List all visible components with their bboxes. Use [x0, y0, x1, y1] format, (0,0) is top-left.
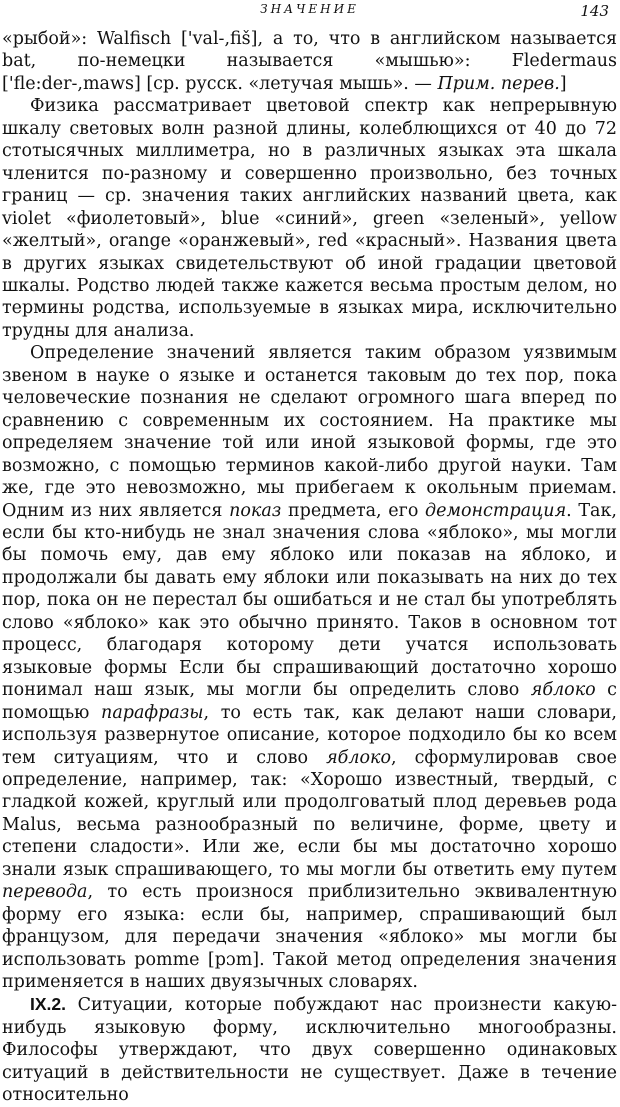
text-span: ]: [559, 73, 567, 94]
italic-span: демонстрация: [425, 500, 567, 521]
paragraph-color-spectrum: Физика рассматривает цветовой спектр как непрерывную шкалу световых волн разной длины, колеблющихся от 40 до 72 стотысячных миллиметра, но в различных языках эта шкала членится по-разному и совершенно произвольно, без точных границ — ср. значения таких английских названий цвета, как violet «фиолетовый», blue «синий», green «зеленый», yellow «желтый», orange «оранжевый», red «красный». Названия цвета в других языках свидетельствуют об иной градации цветовой шкалы. Родство людей также кажется весьма простым делом, но термины родства, используемые в языках мира, исключительно трудны для анализа.: [2, 96, 617, 341]
text-span: с помощью: [2, 680, 617, 723]
page-header: [2, 0, 617, 28]
italic-span: яблоко: [326, 747, 392, 768]
text-span: , то есть так, как делают наши словари, используя развернутое описание, которое подходило бы ко всем тем ситуациям, что и слово: [2, 702, 617, 768]
running-title: ЗНАЧЕНИЕ: [260, 2, 359, 16]
paragraph-definition-methods: [2, 342, 617, 993]
text-span: , сформулировав свое определение, например, так: «Хорошо известный, твердый, с гладкой кожей, круглый или продолговатый плод деревьев рода Malus, весьма разнообразный по величине, форме, цвету и степени сладости». Или же, если бы мы достаточно хорошо знали язык спрашивающего, то мы могли бы ответить ему путем: [2, 747, 617, 880]
text-span: «рыбой»: Walfisch ['val-,fiš], а то, что в английском называется bat, по-немецки называется «мышью»: Fledermaus ['fle:der-,maws] [ср. русск. «летучая мышь». —: [2, 29, 617, 94]
italic-span: перевода: [2, 882, 88, 903]
text-span: Ситуации, которые побуждают нас произнести какую-нибудь языковую форму, исключительно многообразны. Философы утверждают, что двух совершенно одинаковых ситуаций в действительности не существует. Даже в течение относительно: [2, 995, 617, 1106]
paragraph-section-ix-2: [2, 993, 617, 1106]
body-text: [2, 28, 617, 1107]
text-span: . Так, если бы кто-нибудь не знал значения слова «яблоко», мы могли бы помочь ему, дав ему яблоко или показав на яблоко, и продолжали бы давать ему яблоки или показывать на них до тех пор, пока он не перестал бы ошибаться и не стал бы употреблять слово «яблоко» как это обычно принято. Таков в основном тот процесс, благодаря которому дети учатся использовать языковые формы Если бы спрашивающий достаточно хорошо понимал наш язык, мы могли бы определить слово: [2, 500, 617, 701]
italic-span: Прим. перев.: [437, 73, 560, 94]
paragraph-footnote-continuation: [2, 28, 617, 95]
text-span: Определение значений является таким образом уязвимым звеном в науке о языке и останется таковым до тех пор, пока человеческие познания не сделают огромного шага вперед по сравнению с современным их состоянием. На практике мы определяем значение той или иной языковой формы, где это возможно, с помощью терминов какой-либо другой науки. Там же, где это невозможно, мы прибегаем к окольным приемам. Одним из них является: [2, 343, 617, 521]
text-span: предмета, его: [281, 500, 426, 521]
italic-span: показ: [229, 500, 282, 521]
page-number: 143: [580, 2, 609, 20]
section-number: IX.2.: [30, 994, 66, 1015]
italic-span: яблоко: [530, 680, 596, 701]
text-span: , то есть произнося приблизительно эквивалентную форму его языка: если бы, например, спрашивающий был французом, для передачи значения «яблоко» мы могли бы использовать pomme [pɔm]. Такой метод определения значения применяется в наших двуязычных словарях.: [2, 882, 617, 993]
italic-span: парафразы: [101, 702, 204, 723]
